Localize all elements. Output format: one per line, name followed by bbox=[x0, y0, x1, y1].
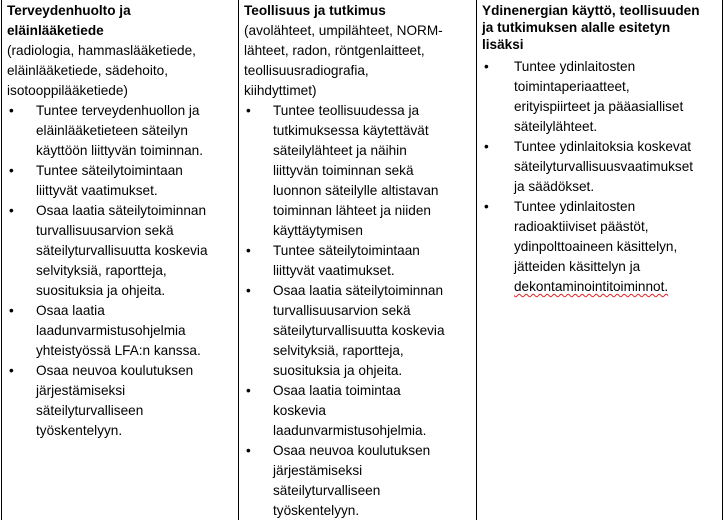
subtitle-line: kiihdyttimet) bbox=[244, 83, 317, 98]
item-line: järjestämiseksi bbox=[273, 463, 363, 478]
list-item bbox=[482, 57, 719, 137]
list-item bbox=[244, 241, 472, 281]
item-line: Tuntee säteilytoimintaan bbox=[273, 243, 420, 258]
item-line: toimintaperiaatteet, bbox=[514, 79, 630, 94]
item-line: suosituksia ja ohjeita. bbox=[36, 283, 166, 298]
item-line: laadunvarmistusohjelmia bbox=[36, 323, 186, 338]
bullet-icon: • bbox=[9, 303, 14, 318]
heading-line: Ydinenergian käyttö, teollisuuden bbox=[482, 3, 700, 18]
item-line: työskentelyyn. bbox=[273, 503, 360, 518]
item-line: selvityksiä, raportteja, bbox=[273, 343, 404, 358]
item-line: turvallisuusarvion sekä bbox=[36, 223, 174, 238]
item-line: säteilyturvalliseen bbox=[273, 483, 381, 498]
bullet-icon: • bbox=[246, 383, 251, 398]
list-item bbox=[482, 137, 719, 197]
item-line: säteilyturvallisuutta koskevia bbox=[273, 323, 445, 338]
bullet-icon: • bbox=[246, 443, 251, 458]
bullet-icon: • bbox=[9, 203, 14, 218]
item-line: radioaktiiviset päästöt, bbox=[514, 219, 649, 234]
column-heading bbox=[7, 1, 234, 41]
subtitle-line: eläinlääketiede, sädehoito, bbox=[7, 63, 168, 78]
column-heading: Teollisuus ja tutkimus bbox=[244, 3, 386, 18]
item-line: eläinlääketieteen säteilyn bbox=[36, 123, 188, 138]
list-item bbox=[7, 161, 234, 201]
item-line: Tuntee terveydenhuollon ja bbox=[36, 103, 200, 118]
bullet-icon: • bbox=[246, 283, 251, 298]
item-line: Tuntee säteilytoimintaan bbox=[36, 163, 183, 178]
item-line: tutkimuksessa käytettävät bbox=[273, 123, 429, 138]
list-item bbox=[7, 361, 234, 441]
heading-line: ja tutkimuksen alalle esitetyn bbox=[482, 20, 671, 35]
heading-line: lisäksi bbox=[482, 37, 524, 52]
bullet-icon: • bbox=[246, 243, 251, 258]
item-line: Tuntee ydinlaitoksia koskevat bbox=[514, 139, 692, 154]
list-item bbox=[7, 101, 234, 161]
item-line: järjestämiseksi bbox=[36, 383, 126, 398]
column-subtitle bbox=[7, 41, 234, 101]
column-subtitle bbox=[244, 21, 472, 101]
item-line: Osaa laatia säteilytoiminnan bbox=[273, 283, 444, 298]
requirements-table bbox=[1, 0, 723, 520]
list-item bbox=[7, 201, 234, 301]
item-line: yhteistyössä LFA:n kanssa. bbox=[36, 343, 201, 358]
item-line: käyttäytymisen bbox=[273, 223, 363, 238]
bullet-list bbox=[7, 101, 234, 441]
column-heading bbox=[482, 2, 719, 53]
item-line: Tuntee ydinlaitosten bbox=[514, 59, 636, 74]
item-line: jätteiden käsittelyn ja bbox=[514, 259, 641, 274]
bullet-icon: • bbox=[246, 103, 251, 118]
item-line: säteilyturvalliseen bbox=[36, 403, 144, 418]
item-line: liittyvät vaatimukset. bbox=[273, 263, 395, 278]
item-line: dekontaminointitoiminnot. bbox=[514, 279, 669, 294]
item-line: Tuntee teollisuudessa ja bbox=[273, 103, 420, 118]
bullet-list bbox=[482, 57, 719, 297]
list-item bbox=[244, 381, 472, 441]
item-line: Osaa laatia toimintaa bbox=[273, 383, 401, 398]
item-line: Osaa neuvoa koulutuksen bbox=[36, 363, 194, 378]
item-line: säteilyturvallisuutta koskevia bbox=[36, 243, 208, 258]
subtitle-line: isotooppilääketiede) bbox=[7, 83, 128, 98]
item-line: säteilylähteet. bbox=[514, 119, 598, 134]
bullet-icon: • bbox=[9, 103, 14, 118]
item-line: Osaa laatia bbox=[36, 303, 105, 318]
item-line: säteilyturvallisuusvaatimukset bbox=[514, 159, 694, 174]
bullet-icon: • bbox=[9, 163, 14, 178]
item-line: koskevia bbox=[273, 403, 326, 418]
list-item bbox=[244, 101, 472, 241]
column-nuclear-energy bbox=[477, 0, 723, 520]
heading-line: Terveydenhuolto ja bbox=[7, 3, 131, 18]
item-line: Osaa neuvoa koulutuksen bbox=[273, 443, 431, 458]
bullet-icon: • bbox=[484, 199, 489, 214]
subtitle-line: teollisuusradiografia, bbox=[244, 63, 369, 78]
bullet-list bbox=[244, 101, 472, 521]
list-item bbox=[244, 281, 472, 381]
item-line: turvallisuusarvion sekä bbox=[273, 303, 411, 318]
item-line: säteilylähteet ja näihin bbox=[273, 143, 407, 158]
item-line: työskentelyyn. bbox=[36, 423, 123, 438]
item-line: ja säädökset. bbox=[514, 179, 595, 194]
item-line: Osaa laatia säteilytoiminnan bbox=[36, 203, 207, 218]
item-line: Tuntee ydinlaitosten bbox=[514, 199, 636, 214]
list-item bbox=[244, 441, 472, 521]
bullet-icon: • bbox=[484, 139, 489, 154]
column-industry-research bbox=[239, 0, 477, 520]
bullet-icon: • bbox=[484, 59, 489, 74]
item-line: erityispiirteet ja pääasialliset bbox=[514, 99, 684, 114]
item-line: liittyvät vaatimukset. bbox=[36, 183, 158, 198]
item-line: selvityksiä, raportteja, bbox=[36, 263, 167, 278]
item-line: toiminnan lähteet ja niiden bbox=[273, 203, 431, 218]
item-line: suosituksia ja ohjeita. bbox=[273, 363, 403, 378]
list-item bbox=[482, 197, 719, 297]
list-item bbox=[7, 301, 234, 361]
item-line: liittyvän toiminnan sekä bbox=[273, 163, 414, 178]
column-healthcare bbox=[2, 0, 239, 520]
item-line: ydinpolttoaineen käsittelyn, bbox=[514, 239, 678, 254]
item-line: laadunvarmistusohjelmia. bbox=[273, 423, 427, 438]
subtitle-line: (radiologia, hammaslääketiede, bbox=[7, 43, 196, 58]
subtitle-line: (avolähteet, umpilähteet, NORM- bbox=[244, 23, 443, 38]
item-line: luonnon säteilylle altistavan bbox=[273, 183, 439, 198]
item-line: käyttöön liittyvän toiminnan. bbox=[36, 143, 203, 158]
heading-line: eläinlääketiede bbox=[7, 23, 104, 38]
subtitle-line: lähteet, radon, röntgenlaitteet, bbox=[244, 43, 425, 58]
bullet-icon: • bbox=[9, 363, 14, 378]
